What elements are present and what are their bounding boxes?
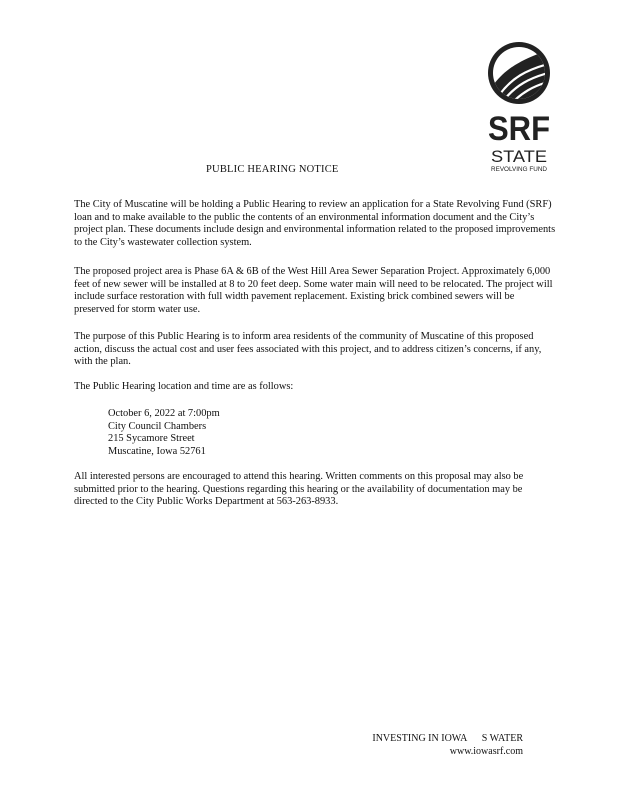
paragraph-purpose: The purpose of this Public Hearing is to inform area residents of the community of Muscatine of this proposed action, discuss the actual cost and user fees associated with this project, and to address citizen’s concerns, if any, with the plan.	[74, 331, 542, 368]
srf-logo	[486, 40, 552, 180]
paragraph-closing: All interested persons are encouraged to attend this hearing. Written comments on this proposal may also be submitted prior to the hearing. Questions regarding this hearing or the availability of documentation may be directed to the City Public Works Department at 563-263-8933.	[74, 471, 524, 508]
logo-srf-text: SRF	[488, 110, 550, 148]
footer-tagline: INVESTING IN IOWA S WATER	[372, 733, 523, 744]
logo-revolving-fund-text: REVOLVING FUND	[491, 167, 548, 173]
hearing-venue: City Council Chambers	[108, 420, 207, 432]
srf-logo-icon	[486, 40, 552, 180]
paragraph-intro: The City of Muscatine will be holding a Public Hearing to review an application for a State Revolving Fund (SRF) loan and to make available to the public the contents of an environmental information document and the City’s project plan. These documents include design and environmental information related to the proposed improvements to the City’s wastewater collection system.	[74, 199, 556, 248]
hearing-date-time: October 6, 2022 at 7:00pm	[108, 408, 220, 419]
hearing-street: 215 Sycamore Street	[108, 433, 195, 445]
paragraph-project-area: The proposed project area is Phase 6A & 6B of the West Hill Area Sewer Separation Project. Approximately 6,000 feet of new sewer will be installed at 8 to 20 feet deep. Some water main will need to be relocated. The project will include surface restoration with full width pavement replacement. Existing brick combined sewers will be preserved for storm water use.	[74, 266, 553, 315]
paragraph-location-intro: The Public Hearing location and time are as follows:	[74, 381, 294, 392]
hearing-city: Muscatine, Iowa 52761	[108, 445, 206, 457]
logo-state-text: STATE	[491, 147, 547, 166]
footer-website: www.iowasrf.com	[449, 746, 523, 757]
notice-title: PUBLIC HEARING NOTICE	[206, 164, 339, 175]
hearing-address	[108, 408, 220, 458]
